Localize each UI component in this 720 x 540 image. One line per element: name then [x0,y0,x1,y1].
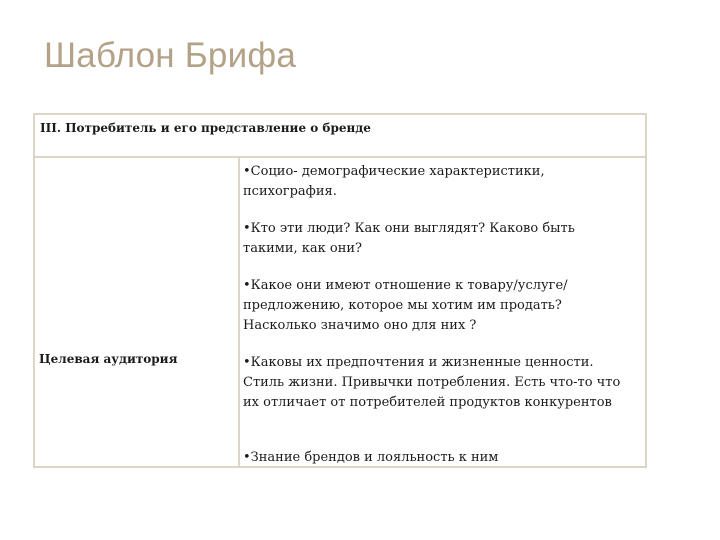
bullet-attitude-to-product: •Какое они имеют отношение к товару/услуге/ предложению, которое мы хотим им продать? Насколько значимо оно для них ? [243,278,568,333]
slide-title: Шаблон Брифа [44,36,296,75]
bullet-who-are-they: •Кто эти люди? Как они выглядят? Каково быть такими, как они? [243,221,575,256]
row-label: Целевая аудитория [39,352,178,366]
bullet-brand-knowledge: •Знание брендов и лояльность к ним [243,450,499,465]
section-header-text: III. Потребитель и его представление о бренде [40,121,371,135]
brief-table [33,113,647,468]
bullet-demographics: •Социо- демографические характеристики, психография. [243,164,545,199]
bullet-preferences-values: •Каковы их предпочтения и жизненные ценности. Стиль жизни. Привычки потребления. Есть что-то что их отличает от потребителей продуктов конкурентов [243,355,621,410]
row-label-cell [35,158,240,466]
bullets-cell [240,158,645,466]
section-header-row [35,115,645,158]
